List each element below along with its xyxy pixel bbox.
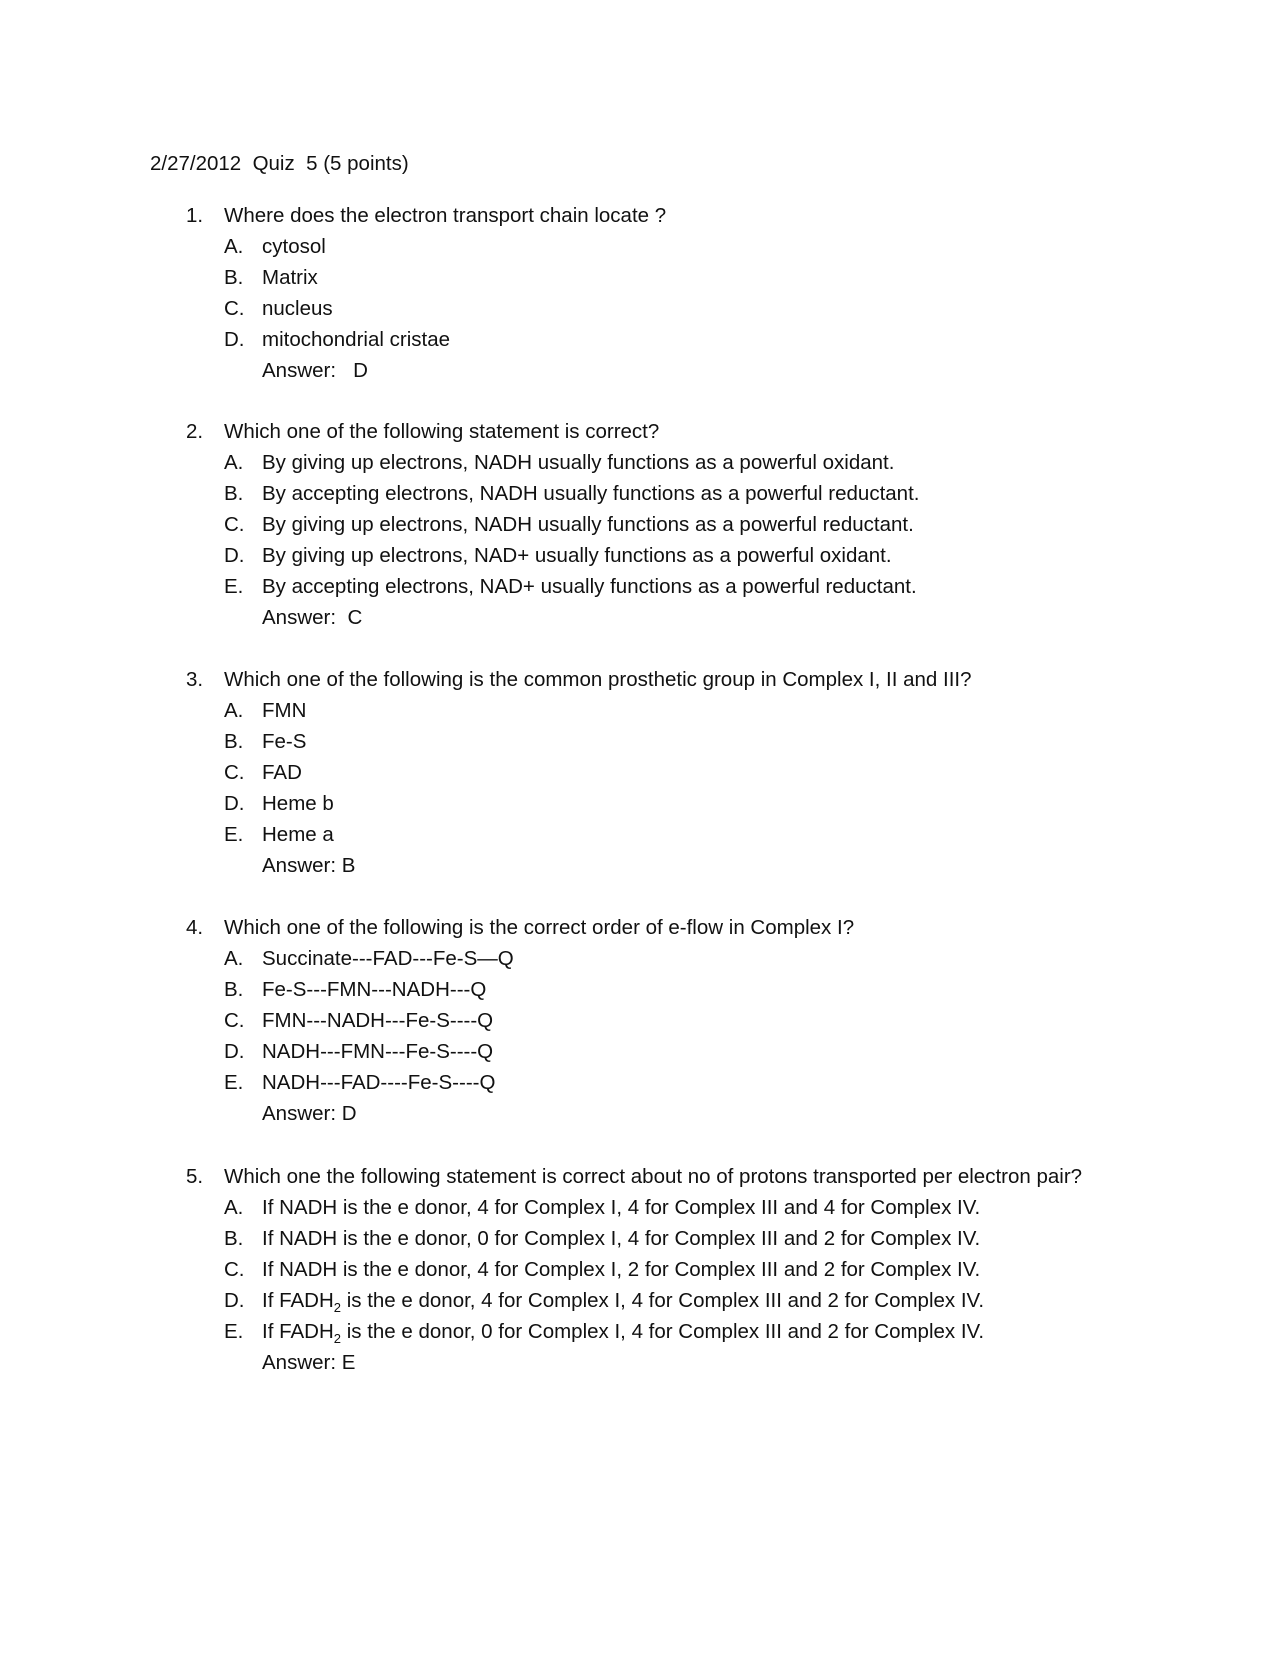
option-text: By giving up electrons, NADH usually functions as a powerful reductant. — [262, 513, 914, 536]
option-letter: C. — [224, 1258, 245, 1281]
question-text: Which one of the following statement is correct? — [224, 420, 660, 443]
option-text: If NADH is the e donor, 4 for Complex I, 4 for Complex III and 4 for Complex IV. — [262, 1196, 981, 1219]
option-letter: B. — [224, 1227, 244, 1250]
option-letter: B. — [224, 730, 244, 753]
answer-text: Answer: C — [262, 606, 363, 629]
option-letter: B. — [224, 978, 244, 1001]
option-letter: C. — [224, 297, 245, 320]
option-letter: C. — [224, 1009, 245, 1032]
subscript: 2 — [333, 1300, 341, 1316]
option-text: If NADH is the e donor, 4 for Complex I, 2 for Complex III and 2 for Complex IV. — [262, 1258, 981, 1281]
option-text: nucleus — [262, 297, 333, 320]
question-number: 4. — [186, 916, 204, 939]
option-text: Succinate---FAD---Fe-S—Q — [262, 947, 514, 970]
option-letter: E. — [224, 575, 244, 598]
option-text — [262, 1319, 984, 1345]
subscript: 2 — [333, 1331, 341, 1347]
option-letter: A. — [224, 699, 244, 722]
option-letter: D. — [224, 328, 245, 351]
option-text: Matrix — [262, 266, 318, 289]
option-letter: E. — [224, 823, 244, 846]
option-text — [262, 1288, 984, 1314]
option-text-post: is the e donor, 4 for Complex I, 4 for Complex III and 2 for Complex IV. — [341, 1289, 985, 1312]
option-text: By accepting electrons, NADH usually functions as a powerful reductant. — [262, 482, 920, 505]
option-letter: A. — [224, 451, 244, 474]
quiz-title: 2/27/2012 Quiz 5 (5 points) — [150, 152, 409, 175]
question-text: Where does the electron transport chain locate ? — [224, 204, 667, 227]
option-letter: C. — [224, 513, 245, 536]
option-text: FMN---NADH---Fe-S----Q — [262, 1009, 494, 1032]
option-letter: E. — [224, 1320, 244, 1343]
option-text: Fe-S — [262, 730, 307, 753]
option-text-post: is the e donor, 0 for Complex I, 4 for Complex III and 2 for Complex IV. — [341, 1320, 985, 1343]
option-text: Fe-S---FMN---NADH---Q — [262, 978, 487, 1001]
option-letter: E. — [224, 1071, 244, 1094]
option-text: mitochondrial cristae — [262, 328, 450, 351]
option-text-pre: If FADH — [262, 1320, 334, 1343]
option-letter: D. — [224, 1040, 245, 1063]
question-text: Which one of the following is the correct order of e-flow in Complex I? — [224, 916, 855, 939]
option-letter: B. — [224, 482, 244, 505]
option-letter: C. — [224, 761, 245, 784]
answer-text: Answer: D — [262, 1102, 357, 1125]
option-letter: B. — [224, 266, 244, 289]
option-text: NADH---FMN---Fe-S----Q — [262, 1040, 494, 1063]
option-text: FMN — [262, 699, 307, 722]
option-text: By giving up electrons, NADH usually functions as a powerful oxidant. — [262, 451, 895, 474]
question-number: 3. — [186, 668, 204, 691]
question-text: Which one the following statement is correct about no of protons transported per electron pair? — [224, 1165, 1083, 1188]
option-text: By giving up electrons, NAD+ usually functions as a powerful oxidant. — [262, 544, 892, 567]
question-number: 5. — [186, 1165, 204, 1188]
option-text-pre: If FADH — [262, 1289, 334, 1312]
option-letter: A. — [224, 1196, 244, 1219]
option-text: By accepting electrons, NAD+ usually functions as a powerful reductant. — [262, 575, 917, 598]
answer-text: Answer: E — [262, 1351, 356, 1374]
option-text: cytosol — [262, 235, 326, 258]
option-letter: A. — [224, 947, 244, 970]
answer-text: Answer: B — [262, 854, 356, 877]
option-letter: A. — [224, 235, 244, 258]
option-letter: D. — [224, 792, 245, 815]
answer-text: Answer: D — [262, 359, 368, 382]
question-number: 1. — [186, 204, 204, 227]
option-letter: D. — [224, 1289, 245, 1312]
option-letter: D. — [224, 544, 245, 567]
option-text: If NADH is the e donor, 0 for Complex I, 4 for Complex III and 2 for Complex IV. — [262, 1227, 981, 1250]
option-text: FAD — [262, 761, 302, 784]
question-number: 2. — [186, 420, 204, 443]
option-text: NADH---FAD----Fe-S----Q — [262, 1071, 496, 1094]
option-text: Heme b — [262, 792, 334, 815]
option-text: Heme a — [262, 823, 334, 846]
question-text: Which one of the following is the common prosthetic group in Complex I, II and III? — [224, 668, 972, 691]
